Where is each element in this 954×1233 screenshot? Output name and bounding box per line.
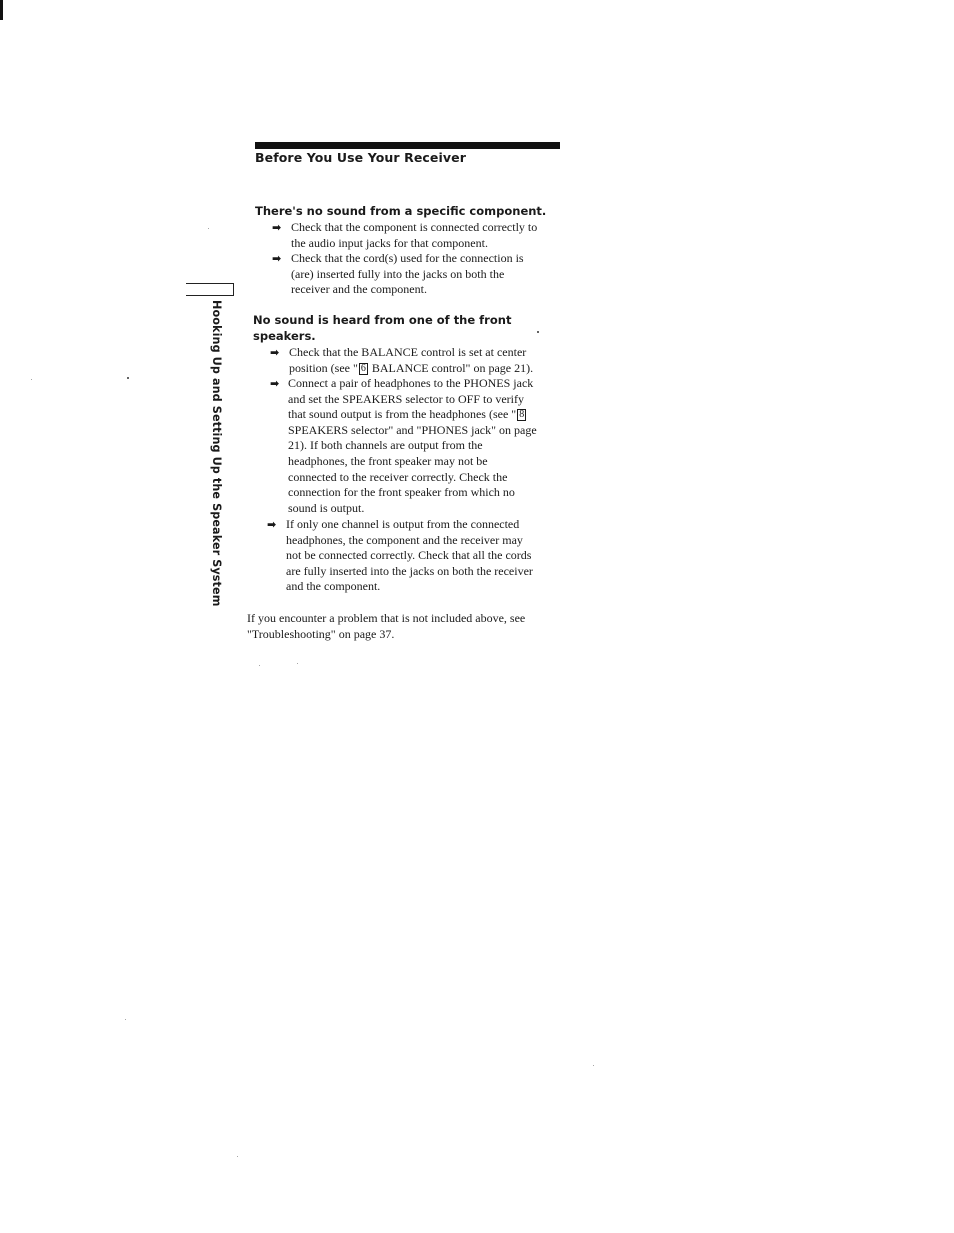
list-item: If only one channel is output from the connected headphones, the component and the receiver may not be connected correctly. Check that all the cords are fully inserted into the jacks on both the receiver and the component. xyxy=(286,517,533,594)
list-item: Check that the component is connected correctly to the audio input jacks for that component. xyxy=(291,220,538,250)
section-title: Before You Use Your Receiver xyxy=(255,150,466,165)
scan-speck xyxy=(125,1019,126,1020)
right-arrow-icon: ➡ xyxy=(272,221,282,234)
right-arrow-icon: ➡ xyxy=(267,518,277,531)
list-item: Connect a pair of headphones to the PHONES jack and set the SPEAKERS selector to OFF to verify that sound output is from the headphones (see " 8 SPEAKERS selector" and "PHONES jack" on page 21). If both channels are output from the headphones, the front speaker may not be connected to the receiver correctly. Check the connection for the front speaker from which no sound is output. xyxy=(288,376,537,515)
scan-speck xyxy=(537,331,539,333)
scan-speck xyxy=(237,1156,238,1157)
troubleshooting-note: If you encounter a problem that is not included above, see "Troubleshooting" on page 37. xyxy=(247,611,526,641)
problem-heading-2: No sound is heard from one of the front speakers. xyxy=(253,313,512,343)
side-tab-marker xyxy=(186,283,234,296)
problem-heading-1: There's no sound from a specific component. xyxy=(255,204,547,218)
right-arrow-icon: ➡ xyxy=(270,346,280,359)
control-number-box: 6 xyxy=(360,362,366,374)
control-number-box: 8 xyxy=(519,409,525,421)
scan-speck xyxy=(297,663,298,664)
scan-speck xyxy=(593,1065,594,1066)
scan-speck xyxy=(259,665,260,666)
scan-speck xyxy=(31,379,32,380)
right-arrow-icon: ➡ xyxy=(270,377,280,390)
right-arrow-icon: ➡ xyxy=(272,252,282,265)
scan-speck xyxy=(127,377,129,379)
list-item: Check that the cord(s) used for the connection is (are) inserted fully into the jacks on both the receiver and the component. xyxy=(291,251,524,297)
section-rule xyxy=(255,142,560,149)
scan-speck xyxy=(208,228,209,229)
page-edge-mark xyxy=(0,0,3,20)
list-item: Check that the BALANCE control is set at center position (see " 6 BALANCE control" on page 21). xyxy=(289,345,534,375)
side-tab-label: Hooking Up and Setting Up the Speaker System xyxy=(210,300,223,607)
